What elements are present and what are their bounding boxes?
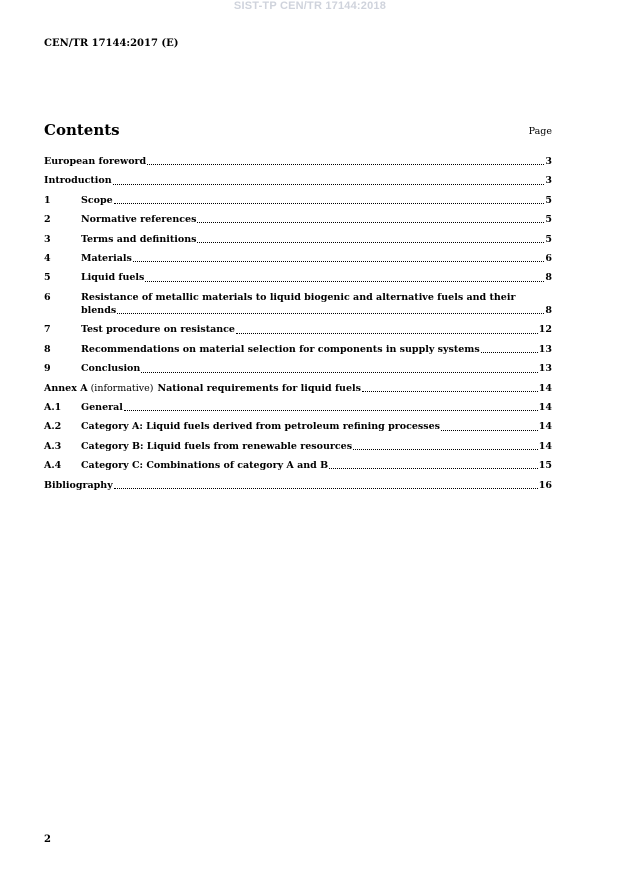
toc-entry-terms-and-definitions[interactable]: [44, 233, 552, 246]
toc-dot-leader: [481, 352, 538, 353]
toc-entry-page: 12: [538, 324, 552, 336]
toc-entry-page: 5: [545, 233, 552, 245]
toc-dot-leader: [329, 468, 538, 469]
toc-dot-leader: [114, 488, 538, 489]
toc-entry-normative-references[interactable]: [44, 213, 552, 226]
toc-dot-leader: [362, 391, 538, 392]
toc-entry-title: Materials: [81, 252, 132, 264]
toc-annex-note: (informative): [90, 382, 154, 394]
toc-entry-page: 16: [538, 479, 552, 491]
toc-entry-number: 7: [44, 324, 51, 336]
toc-entry-test-procedure[interactable]: [44, 323, 552, 336]
toc-entry-resistance-of-metallic-materials[interactable]: [44, 291, 552, 318]
toc-entry-title: General: [81, 401, 123, 413]
toc-entry-title: Category C: Combinations of category A and B: [81, 460, 329, 472]
toc-entry-number: A.2: [44, 421, 62, 433]
toc-entry-liquid-fuels[interactable]: [44, 271, 552, 284]
toc-entry-number: A.3: [44, 440, 62, 452]
toc-entry-number: A.4: [44, 460, 62, 472]
toc-dot-leader: [124, 410, 538, 411]
toc-entry-page: 14: [538, 421, 552, 433]
watermark: SIST-TP CEN/TR 17144:2018: [233, 0, 387, 12]
toc-entry-annex-a[interactable]: [44, 382, 552, 395]
toc-entry-title: National requirements for liquid fuels: [157, 382, 361, 394]
toc-entry-title: European foreword: [44, 156, 147, 167]
toc-entry-page: 14: [538, 440, 552, 452]
toc-entry-page: 15: [538, 460, 552, 472]
toc-entry-number: 9: [44, 363, 51, 375]
toc-dot-leader: [141, 372, 537, 373]
toc-dot-leader: [114, 203, 545, 204]
toc-entry-title: Recommendations on material selection for components in supply systems: [81, 343, 480, 355]
toc-entry-page: 5: [545, 214, 552, 226]
document-id-header: CEN/TR 17144:2017 (E): [44, 38, 179, 49]
toc-entry-title-line-2: blends: [81, 305, 117, 317]
toc-entry-title: Bibliography: [44, 479, 113, 491]
toc-entry-number: 2: [44, 214, 51, 226]
toc-entry-introduction[interactable]: [44, 174, 552, 187]
table-of-contents: [44, 155, 552, 498]
toc-entry-page: 5: [545, 194, 552, 206]
toc-entry-a2-category-a[interactable]: [44, 420, 552, 433]
toc-dot-leader: [353, 449, 538, 450]
toc-dot-leader: [236, 333, 538, 334]
toc-entry-page: 14: [538, 401, 552, 413]
toc-entry-page: 3: [545, 156, 552, 167]
toc-entry-conclusion[interactable]: [44, 362, 552, 375]
toc-entry-number: A.1: [44, 401, 62, 413]
toc-entry-title: Category A: Liquid fuels derived from petroleum refining processes: [81, 421, 441, 433]
toc-entry-page: 14: [538, 382, 552, 394]
toc-entry-recommendations[interactable]: [44, 343, 552, 356]
toc-entry-page: 13: [538, 363, 552, 375]
toc-entry-a3-category-b[interactable]: [44, 440, 552, 453]
toc-entry-page: 8: [545, 305, 552, 317]
toc-entry-page: 8: [545, 272, 552, 284]
toc-entry-title: Category B: Liquid fuels from renewable resources: [81, 440, 353, 452]
toc-entry-materials[interactable]: [44, 252, 552, 265]
toc-entry-title: Test procedure on resistance: [81, 324, 235, 336]
toc-dot-leader: [197, 222, 544, 223]
toc-entry-number: 4: [44, 252, 51, 264]
toc-entry-bibliography[interactable]: [44, 479, 552, 492]
toc-entry-title: Terms and definitions: [81, 233, 197, 245]
toc-entry-page: 3: [545, 175, 552, 187]
toc-entry-title: Conclusion: [81, 363, 141, 375]
toc-entry-title-line-1: Resistance of metallic materials to liquid biogenic and alternative fuels and their: [81, 291, 516, 303]
toc-entry-a4-category-c[interactable]: [44, 459, 552, 472]
toc-annex-label: Annex A: [44, 382, 88, 394]
toc-entry-title: Normative references: [81, 214, 197, 226]
toc-entry-page: 13: [538, 343, 552, 355]
toc-dot-leader: [145, 281, 544, 282]
toc-dot-leader: [117, 313, 544, 314]
toc-entry-page: 6: [545, 252, 552, 264]
toc-dot-leader: [441, 430, 538, 431]
toc-entry-number: 1: [44, 194, 51, 206]
page-column-label: Page: [528, 126, 552, 137]
contents-title: Contents: [44, 121, 120, 139]
toc-dot-leader: [147, 164, 544, 165]
toc-entry-european-foreword[interactable]: [44, 155, 552, 168]
toc-entry-number: 3: [44, 233, 51, 245]
toc-entry-a1-general[interactable]: [44, 401, 552, 414]
toc-entry-title: Liquid fuels: [81, 272, 145, 284]
toc-entry-scope[interactable]: [44, 194, 552, 207]
page-number: 2: [44, 834, 51, 845]
toc-entry-number: 5: [44, 272, 51, 284]
toc-entry-number: 8: [44, 343, 51, 355]
toc-entry-title: Scope: [81, 194, 113, 206]
toc-entry-number: 6: [44, 291, 51, 303]
toc-dot-leader: [133, 261, 545, 262]
toc-dot-leader: [113, 184, 545, 185]
toc-entry-title: Introduction: [44, 175, 112, 187]
toc-dot-leader: [197, 242, 544, 243]
